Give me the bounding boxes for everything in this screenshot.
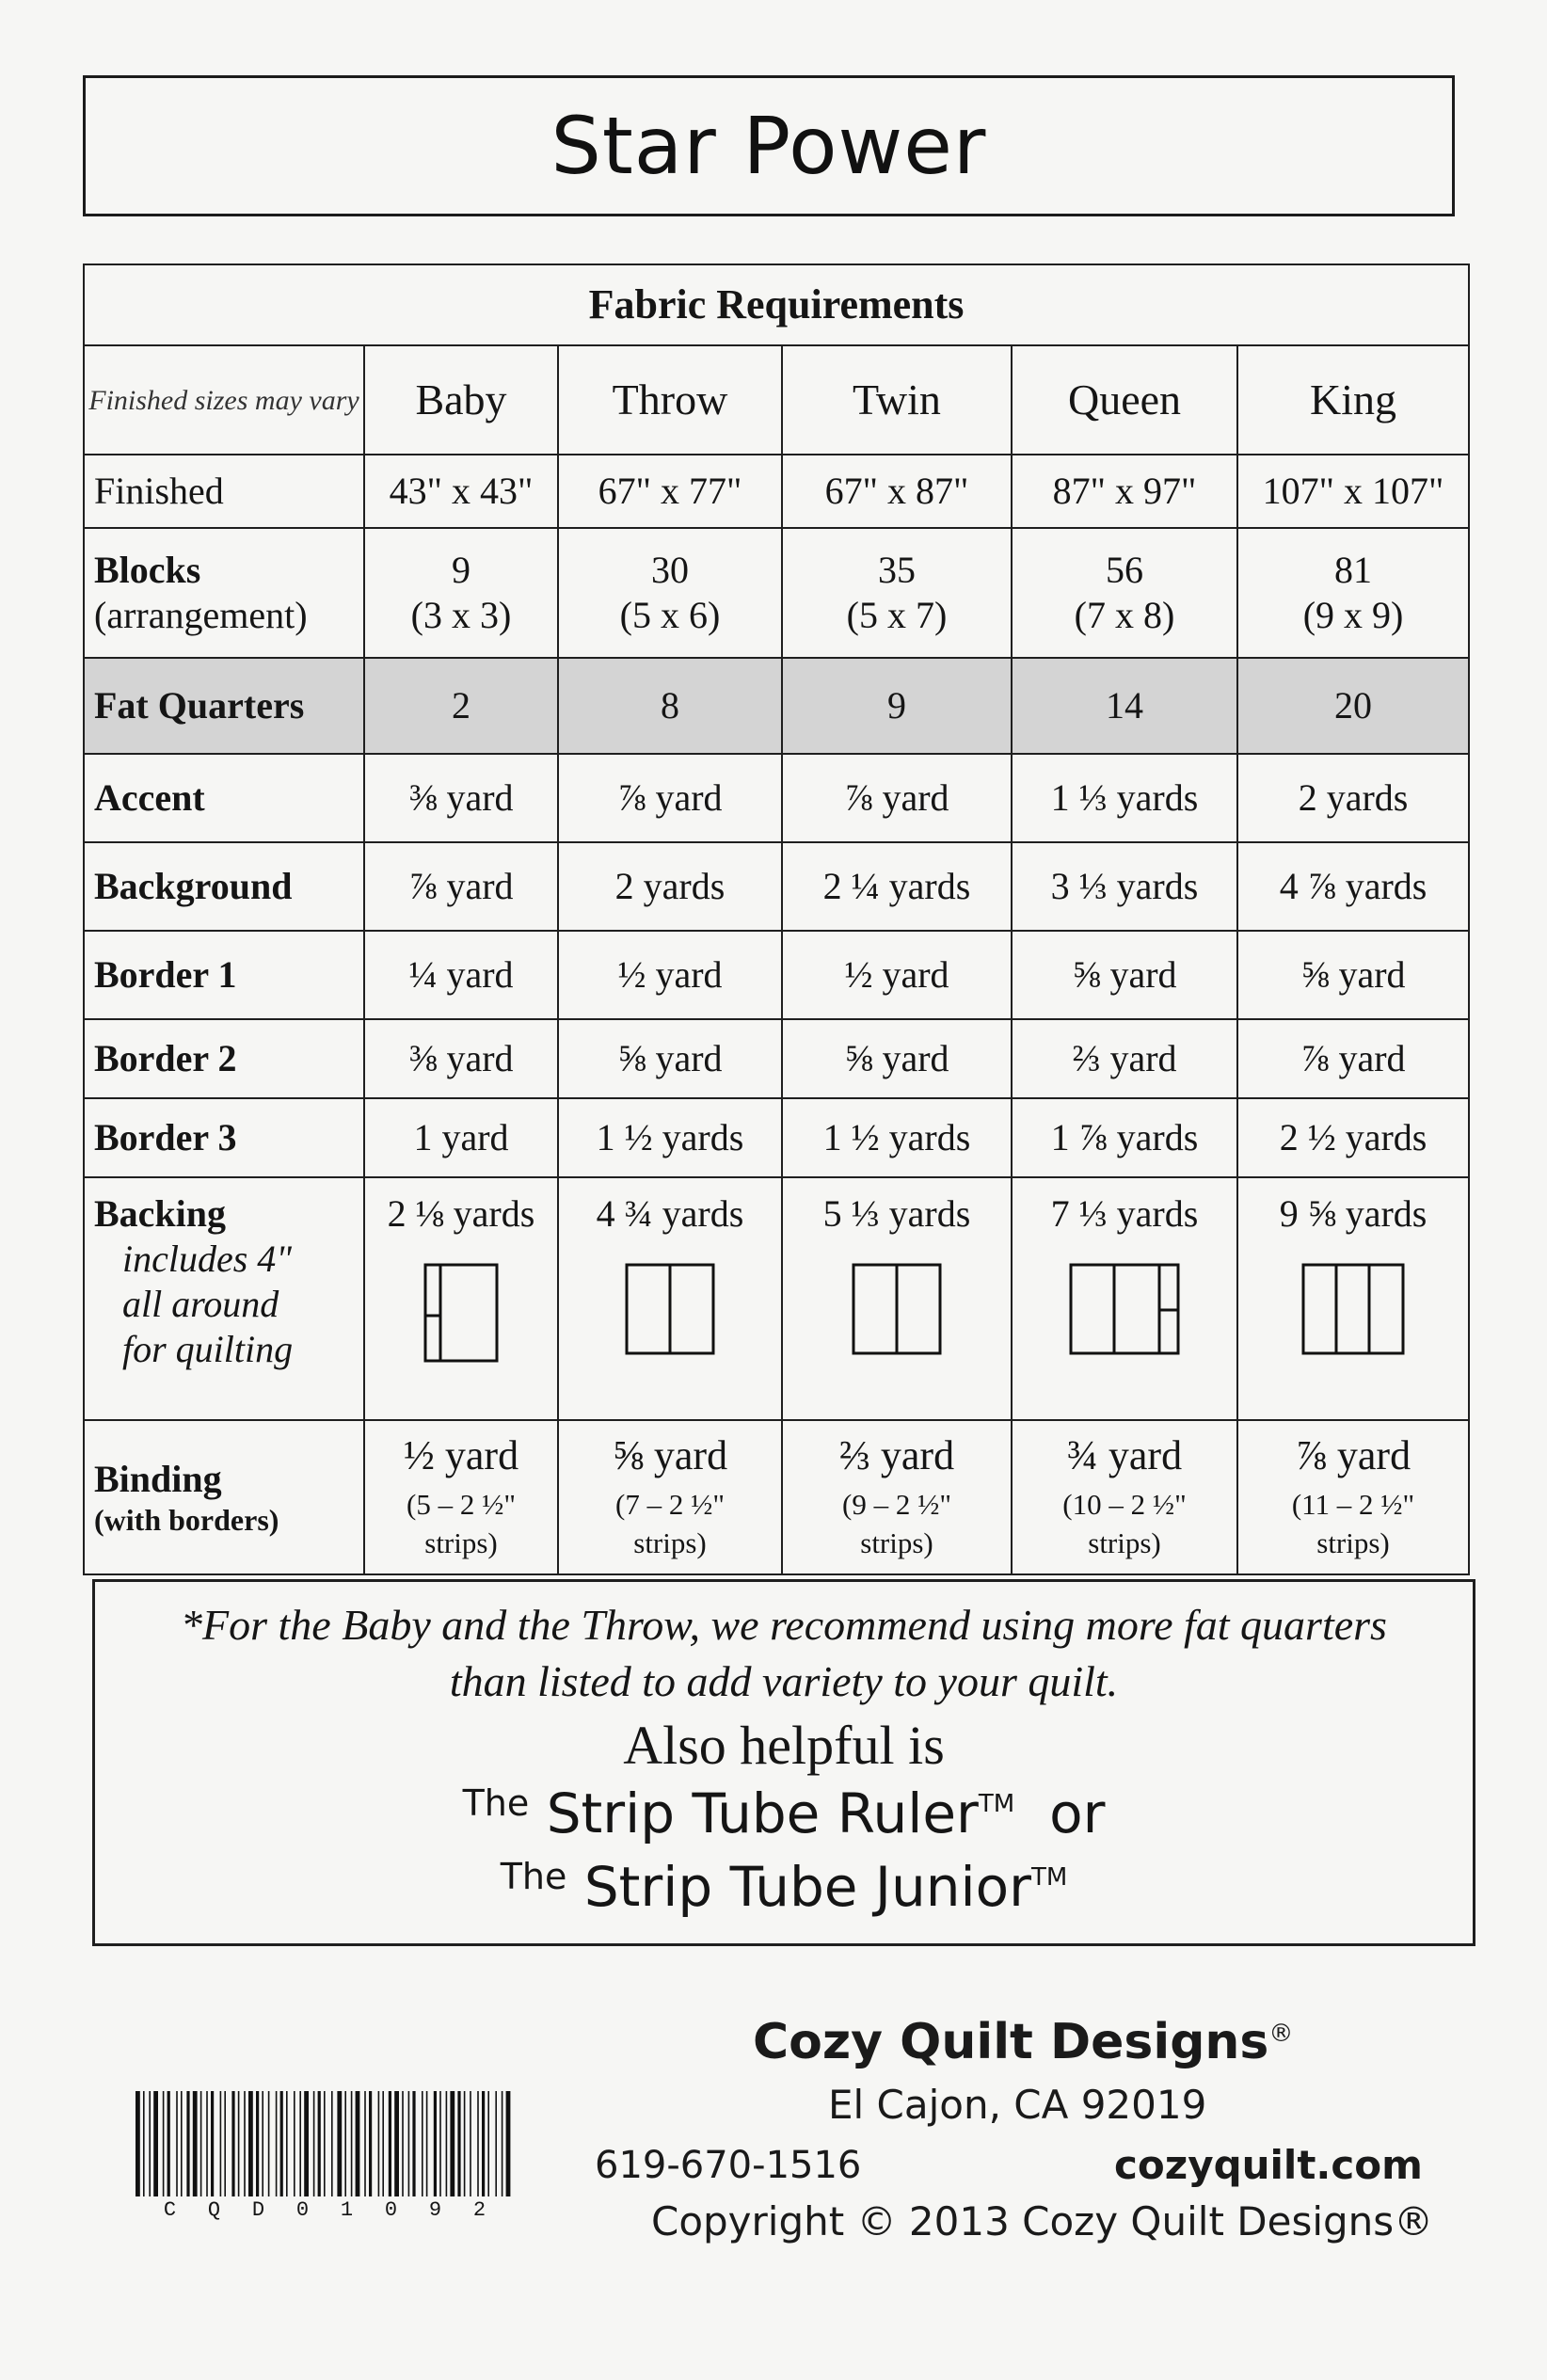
table-cell: 43" x 43" — [364, 455, 558, 528]
table-cell: 2 yards — [558, 842, 782, 931]
row-label: Fat Quarters — [84, 658, 364, 754]
registered-mark: ® — [1268, 2020, 1294, 2048]
table-cell: 2 ¼ yards — [782, 842, 1012, 931]
backing-note: for quilting — [122, 1328, 294, 1370]
table-cell — [782, 1420, 1012, 1574]
table-cell: ⅝ yard — [1237, 931, 1469, 1019]
table-row — [84, 931, 1469, 1019]
table-cell: 1 ½ yards — [782, 1098, 1012, 1177]
row-label: Border 3 — [84, 1098, 364, 1177]
table-cell: 2 yards — [1237, 754, 1469, 842]
binding-sublabel: (with borders) — [94, 1502, 279, 1537]
product-line-2 — [95, 1850, 1473, 1924]
row-label: Border 2 — [84, 1019, 364, 1098]
barcode-char: 0 — [295, 2198, 310, 2222]
table-row — [84, 658, 1469, 754]
row-label — [84, 528, 364, 658]
table-row — [84, 528, 1469, 658]
table-cell: 1 ⅓ yards — [1012, 754, 1237, 842]
barcode-char: 2 — [472, 2198, 486, 2222]
helpful-heading: Also helpful is — [623, 1714, 945, 1776]
binding-yardage: ½ yard — [403, 1431, 519, 1478]
row-label — [84, 1177, 364, 1420]
backing-yardage: 4 ¾ yards — [596, 1192, 744, 1235]
table-cell — [558, 1420, 782, 1574]
barcode-char: Q — [207, 2198, 221, 2222]
size-header: Baby — [364, 345, 558, 455]
table-cell: ⅝ yard — [1012, 931, 1237, 1019]
table-cell: ⅜ yard — [364, 754, 558, 842]
table-cell — [558, 528, 782, 658]
table-cell: 1 ½ yards — [558, 1098, 782, 1177]
barcode-char: C — [163, 2198, 177, 2222]
size-header: King — [1237, 345, 1469, 455]
table-cell: ⅞ yard — [558, 754, 782, 842]
size-header: Twin — [782, 345, 1012, 455]
row-label: Finished — [84, 455, 364, 528]
table-cell: 4 ⅞ yards — [1237, 842, 1469, 931]
table-cell: 9 — [782, 658, 1012, 754]
table-cell: 2 — [364, 658, 558, 754]
table-cell: 8 — [558, 658, 782, 754]
product-line-1 — [95, 1777, 1473, 1850]
barcode-label — [132, 2198, 518, 2222]
blocks-label: Blocks — [94, 549, 201, 591]
binding-strips: (11 – 2 ½" — [1291, 1487, 1415, 1521]
table-cell: ⅞ yard — [1237, 1019, 1469, 1098]
table-cell: 1 ⅞ yards — [1012, 1098, 1237, 1177]
table-cell: 20 — [1237, 658, 1469, 754]
publisher-city: El Cajon, CA 92019 — [828, 2082, 1207, 2128]
footnote-line-1: *For the Baby and the Throw, we recommend using more fat quarters — [181, 1601, 1387, 1649]
table-cell: ¼ yard — [364, 931, 558, 1019]
table-cell — [364, 1420, 558, 1574]
binding-yardage: ¾ yard — [1066, 1431, 1183, 1478]
the-label: The — [500, 1855, 567, 1897]
product-ruler: Strip Tube Ruler — [546, 1781, 979, 1845]
backing-yardage: 2 ⅛ yards — [387, 1192, 535, 1235]
table-cell: 67" x 77" — [558, 455, 782, 528]
backing-note: includes 4" — [122, 1238, 293, 1280]
binding-strips: (10 – 2 ½" — [1062, 1487, 1187, 1521]
binding-strips: (5 – 2 ½" — [407, 1487, 516, 1521]
page-title: Star Power — [550, 100, 987, 192]
footnote — [133, 1597, 1435, 1710]
table-row — [84, 1420, 1469, 1574]
block-arrangement: (3 x 3) — [410, 594, 512, 636]
backing-note: all around — [122, 1283, 279, 1325]
fabric-requirements-table — [83, 264, 1470, 1575]
publisher-name — [753, 2014, 1293, 2070]
barcode-char: 9 — [428, 2198, 442, 2222]
block-arrangement: (7 x 8) — [1074, 594, 1175, 636]
binding-yardage: ⅞ yard — [1295, 1431, 1411, 1478]
table-cell — [364, 1177, 558, 1420]
table-cell — [1237, 1420, 1469, 1574]
block-arrangement: (9 x 9) — [1302, 594, 1404, 636]
table-caption: Fabric Requirements — [84, 264, 1469, 345]
table-row — [84, 1098, 1469, 1177]
block-arrangement: (5 x 6) — [619, 594, 721, 636]
table-cell — [1012, 1420, 1237, 1574]
table-cell: 14 — [1012, 658, 1237, 754]
table-cell: ⅝ yard — [558, 1019, 782, 1098]
backing-label: Backing — [94, 1192, 227, 1235]
table-cell: 2 ½ yards — [1237, 1098, 1469, 1177]
footnote-line-2: than listed to add variety to your quilt. — [449, 1656, 1119, 1705]
size-note: Finished sizes may vary — [84, 345, 364, 455]
table-cell — [782, 528, 1012, 658]
table-row — [84, 1019, 1469, 1098]
table-cell: ½ yard — [782, 931, 1012, 1019]
trademark-mark: TM — [1030, 1862, 1068, 1892]
backing-layout-icon — [423, 1263, 499, 1363]
binding-strips-suffix: strips) — [1316, 1526, 1390, 1560]
row-label — [84, 1420, 364, 1574]
table-cell: 67" x 87" — [782, 455, 1012, 528]
publisher-website: cozyquilt.com — [1114, 2142, 1423, 2188]
block-count: 81 — [1334, 549, 1372, 591]
block-count: 30 — [651, 549, 689, 591]
binding-strips-suffix: strips) — [633, 1526, 707, 1560]
table-cell — [1237, 528, 1469, 658]
notes-box — [92, 1579, 1475, 1946]
product-junior: Strip Tube Junior — [583, 1854, 1031, 1919]
size-header: Queen — [1012, 345, 1237, 455]
table-cell: ⅞ yard — [364, 842, 558, 931]
or-label: or — [1049, 1781, 1106, 1845]
table-cell: ⅞ yard — [782, 754, 1012, 842]
table-cell — [1012, 528, 1237, 658]
trademark-mark: TM — [978, 1789, 1015, 1818]
table-cell: ⅜ yard — [364, 1019, 558, 1098]
backing-yardage: 9 ⅝ yards — [1279, 1192, 1427, 1235]
the-label: The — [462, 1781, 530, 1824]
table-cell — [1012, 1177, 1237, 1420]
table-cell: 1 yard — [364, 1098, 558, 1177]
block-count: 9 — [452, 549, 470, 591]
copyright-notice: Copyright © 2013 Cozy Quilt Designs® — [651, 2198, 1434, 2244]
binding-yardage: ⅔ yard — [838, 1431, 955, 1478]
barcode-char: 1 — [340, 2198, 354, 2222]
table-row — [84, 455, 1469, 528]
block-count: 35 — [878, 549, 916, 591]
binding-strips-suffix: strips) — [424, 1526, 498, 1560]
title-box — [83, 75, 1455, 216]
backing-yardage: 5 ⅓ yards — [822, 1192, 971, 1235]
table-cell: 87" x 97" — [1012, 455, 1237, 528]
table-cell — [1237, 1177, 1469, 1420]
table-row — [84, 842, 1469, 931]
barcode-icon — [132, 2091, 518, 2196]
binding-strips-suffix: strips) — [860, 1526, 933, 1560]
table-cell — [782, 1177, 1012, 1420]
binding-label: Binding — [94, 1457, 222, 1500]
publisher-phone: 619-670-1516 — [595, 2144, 862, 2187]
size-header: Throw — [558, 345, 782, 455]
backing-yardage: 7 ⅓ yards — [1050, 1192, 1199, 1235]
binding-strips: (9 – 2 ½" — [842, 1487, 951, 1521]
row-label: Accent — [84, 754, 364, 842]
blocks-sublabel: (arrangement) — [94, 594, 308, 636]
table-cell: ⅔ yard — [1012, 1019, 1237, 1098]
table-cell: 3 ⅓ yards — [1012, 842, 1237, 931]
publisher-name-text: Cozy Quilt Designs — [753, 2014, 1269, 2070]
table-cell: ½ yard — [558, 931, 782, 1019]
backing-layout-icon — [852, 1263, 942, 1355]
barcode-char: D — [251, 2198, 265, 2222]
block-arrangement: (5 x 7) — [846, 594, 948, 636]
block-count: 56 — [1106, 549, 1143, 591]
barcode-char: 0 — [384, 2198, 398, 2222]
table-cell: ⅝ yard — [782, 1019, 1012, 1098]
table-row — [84, 754, 1469, 842]
backing-layout-icon — [1069, 1263, 1180, 1355]
table-cell — [558, 1177, 782, 1420]
backing-layout-icon — [625, 1263, 715, 1355]
table-row — [84, 1177, 1469, 1420]
binding-strips-suffix: strips) — [1088, 1526, 1161, 1560]
binding-yardage: ⅝ yard — [612, 1431, 728, 1478]
row-label: Border 1 — [84, 931, 364, 1019]
row-label: Background — [84, 842, 364, 931]
binding-strips: (7 – 2 ½" — [615, 1487, 725, 1521]
table-cell — [364, 528, 558, 658]
table-cell: 107" x 107" — [1237, 455, 1469, 528]
backing-layout-icon — [1301, 1263, 1405, 1355]
